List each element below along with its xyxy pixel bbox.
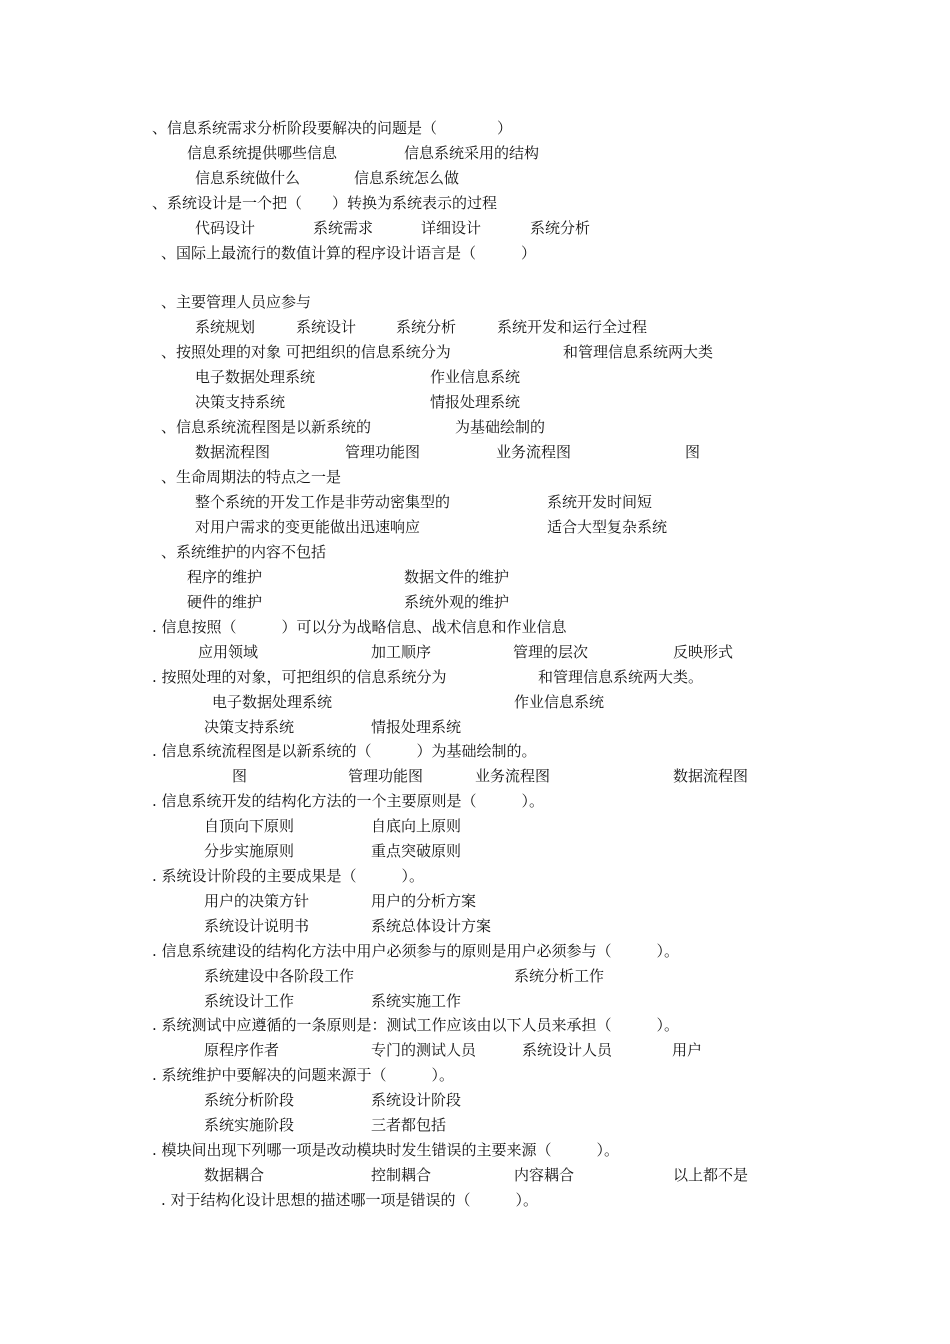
option-13d: 系统总体设计方案	[371, 917, 492, 935]
option-4b: 系统设计	[296, 318, 357, 336]
option-5c: 决策支持系统	[195, 393, 286, 411]
option-11d: 数据流程图	[673, 767, 749, 785]
option-10a: 电子数据处理系统	[212, 693, 333, 711]
option-2c: 详细设计	[421, 219, 482, 237]
option-16d: 三者都包括	[371, 1116, 447, 1134]
question-13: . 系统设计阶段的主要成果是（ ）。	[152, 867, 425, 885]
option-7a: 整个系统的开发工作是非劳动密集型的	[195, 493, 451, 511]
question-18: . 对于结构化设计思想的描述哪一项是错误的（ ）。	[161, 1191, 539, 1209]
option-8a: 程序的维护	[187, 568, 263, 586]
option-15c: 系统设计人员	[522, 1041, 613, 1059]
option-15b: 专门的测试人员	[371, 1041, 477, 1059]
option-13a: 用户的决策方针	[204, 892, 310, 910]
option-1a: 信息系统提供哪些信息	[187, 144, 338, 162]
option-16a: 系统分析阶段	[204, 1091, 295, 1109]
question-15: . 系统测试中应遵循的一条原则是：测试工作应该由以下人员来承担（ ）。	[152, 1016, 680, 1034]
option-7b: 系统开发时间短	[547, 493, 653, 511]
option-17a: 数据耦合	[204, 1166, 265, 1184]
option-1d: 信息系统怎么做	[354, 169, 460, 187]
question-17: . 模块间出现下列哪一项是改动模块时发生错误的主要来源（ ）。	[152, 1141, 620, 1159]
question-6-tail: 为基础绘制的	[455, 418, 546, 436]
option-8d: 系统外观的维护	[404, 593, 510, 611]
option-14d: 系统实施工作	[371, 992, 462, 1010]
option-14c: 系统设计工作	[204, 992, 295, 1010]
question-10: . 按照处理的对象，可把组织的信息系统分为	[152, 668, 447, 686]
question-9: . 信息按照（ ）可以分为战略信息、战术信息和作业信息	[152, 618, 567, 636]
option-17d: 以上都不是	[673, 1166, 749, 1184]
option-14a: 系统建设中各阶段工作	[204, 967, 355, 985]
option-9d: 反映形式	[673, 643, 734, 661]
option-14b: 系统分析工作	[514, 967, 605, 985]
option-1b: 信息系统采用的结构	[404, 144, 540, 162]
option-10c: 决策支持系统	[204, 718, 295, 736]
option-2a: 代码设计	[195, 219, 256, 237]
option-9c: 管理的层次	[513, 643, 589, 661]
option-17c: 内容耦合	[514, 1166, 575, 1184]
question-7: 、生命周期法的特点之一是	[161, 468, 342, 486]
question-8: 、系统维护的内容不包括	[161, 543, 327, 561]
option-7c: 对用户需求的变更能做出迅速响应	[195, 518, 421, 536]
option-13b: 用户的分析方案	[371, 892, 477, 910]
option-5b: 作业信息系统	[430, 368, 521, 386]
option-11b: 管理功能图	[348, 767, 424, 785]
option-2b: 系统需求	[313, 219, 374, 237]
option-8c: 硬件的维护	[187, 593, 263, 611]
option-16c: 系统实施阶段	[204, 1116, 295, 1134]
option-10b: 作业信息系统	[514, 693, 605, 711]
option-4d: 系统开发和运行全过程	[497, 318, 648, 336]
option-9b: 加工顺序	[371, 643, 432, 661]
question-5-tail: 和管理信息系统两大类	[563, 343, 714, 361]
option-17b: 控制耦合	[371, 1166, 432, 1184]
option-4c: 系统分析	[396, 318, 457, 336]
question-4: 、主要管理人员应参与	[161, 293, 312, 311]
option-6d: 图	[685, 443, 701, 461]
option-12c: 分步实施原则	[204, 842, 295, 860]
question-1: 、信息系统需求分析阶段要解决的问题是（ ）	[152, 119, 513, 137]
option-15a: 原程序作者	[204, 1041, 280, 1059]
option-12d: 重点突破原则	[371, 842, 462, 860]
option-15d: 用户	[672, 1041, 703, 1059]
question-16: . 系统维护中要解决的问题来源于（ ）。	[152, 1066, 455, 1084]
option-2d: 系统分析	[530, 219, 591, 237]
question-12: . 信息系统开发的结构化方法的一个主要原则是（ ）。	[152, 792, 545, 810]
option-16b: 系统设计阶段	[371, 1091, 462, 1109]
question-6: 、信息系统流程图是以新系统的	[161, 418, 372, 436]
question-10-tail: 和管理信息系统两大类。	[538, 668, 704, 686]
option-11a: 图	[232, 767, 248, 785]
option-10d: 情报处理系统	[371, 718, 462, 736]
option-5a: 电子数据处理系统	[195, 368, 316, 386]
option-6b: 管理功能图	[345, 443, 421, 461]
option-11c: 业务流程图	[475, 767, 551, 785]
question-3: 、国际上最流行的数值计算的程序设计语言是（ ）	[161, 244, 537, 262]
question-2: 、系统设计是一个把（ ）转换为系统表示的过程	[152, 194, 498, 212]
option-1c: 信息系统做什么	[195, 169, 301, 187]
option-4a: 系统规划	[195, 318, 256, 336]
option-9a: 应用领域	[198, 643, 259, 661]
option-6a: 数据流程图	[195, 443, 271, 461]
question-11: . 信息系统流程图是以新系统的（ ）为基础绘制的。	[152, 742, 537, 760]
option-5d: 情报处理系统	[430, 393, 521, 411]
option-7d: 适合大型复杂系统	[547, 518, 668, 536]
option-12b: 自底向上原则	[371, 817, 462, 835]
option-8b: 数据文件的维护	[404, 568, 510, 586]
option-12a: 自顶向下原则	[204, 817, 295, 835]
question-5: 、按照处理的对象 可把组织的信息系统分为	[161, 343, 451, 361]
question-14: . 信息系统建设的结构化方法中用户必须参与的原则是用户必须参与（ ）。	[152, 942, 680, 960]
option-13c: 系统设计说明书	[204, 917, 310, 935]
option-6c: 业务流程图	[496, 443, 572, 461]
